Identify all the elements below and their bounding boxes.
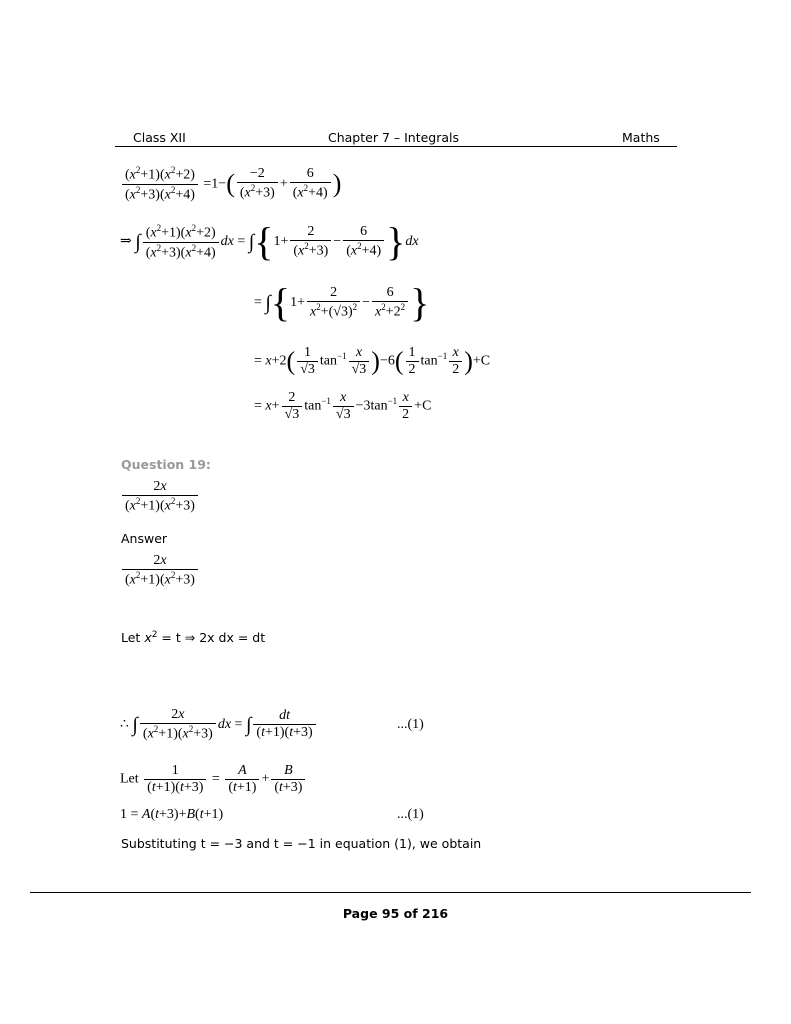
equation-partial-fraction: $\frac{(x^2+1)(x^2+2)}{(x^2+3)(x^2+4)}$ =1−( $\frac{-2}{(x^2+3)}$ + $\frac{6}{(x^2+4)}$ ) [120,165,341,203]
header-class: Class XII [133,130,186,145]
equation-integrated: = x+2( $\frac{1}{√3}$ $\tan^{-1}$ $\frac{x}{√3}$ )−6( $\frac{1}{2}$ $\tan^{-1}$ $\frac{x}{2}$ )+C [254,345,491,377]
equation-tag-2: ...(1) [397,807,424,822]
header-rule [115,146,677,147]
equation-identity: 1 = A(t+3)+B(t+1) [120,807,224,822]
equation-tag-1: ...(1) [397,717,424,732]
equation-rewrite: = ∫{1+ $\frac{2}{x^2+(√3)^2}$ − $\frac{6}{x^2+2^2}$ } [254,280,430,325]
equation-integral-setup: ⇒ ∫ $\frac{(x^2+1)(x^2+2)}{(x^2+3)(x^2+4)}$ dx = ∫{1+ $\frac{2}{(x^2+3)}$ − $\frac{6}{(x^2+4)}$ }dx [120,219,419,264]
header-subject: Maths [622,130,660,145]
answer-label: Answer [121,531,168,546]
page-number: Page 95 of 216 [342,906,449,921]
question-expression: $\frac{2x}{(x^2+1)(x^2+3)}$ [120,479,200,515]
substitution-line: Let $x^2 = t$ ⇒ 2x dx = dt [121,630,266,646]
question-heading: Question 19: [121,457,211,472]
equation-substituted-integral: ∴ ∫ $\frac{2x}{(x^2+1)(x^2+3)}$ dx = ∫ $\frac{dt}{(t+1)(t+3)}$ [120,707,318,743]
answer-expression: $\frac{2x}{(x^2+1)(x^2+3)}$ [120,553,200,589]
equation-final: = x+ $\frac{2}{√3}$ $\tan^{-1}$ $\frac{x}{√3}$ $-3\tan^{-1}$ $\frac{x}{2}$ +C [254,390,432,422]
header-chapter: Chapter 7 – Integrals [328,130,460,145]
footer-rule [30,892,751,893]
equation-partial-setup: Let $\frac{1}{(t+1)(t+3)}$ = $\frac{A}{(t+1)}$ + $\frac{B}{(t+3)}$ [120,763,307,796]
substituting-text: Substituting t = −3 and t = −1 in equation (1), we obtain [121,836,482,851]
